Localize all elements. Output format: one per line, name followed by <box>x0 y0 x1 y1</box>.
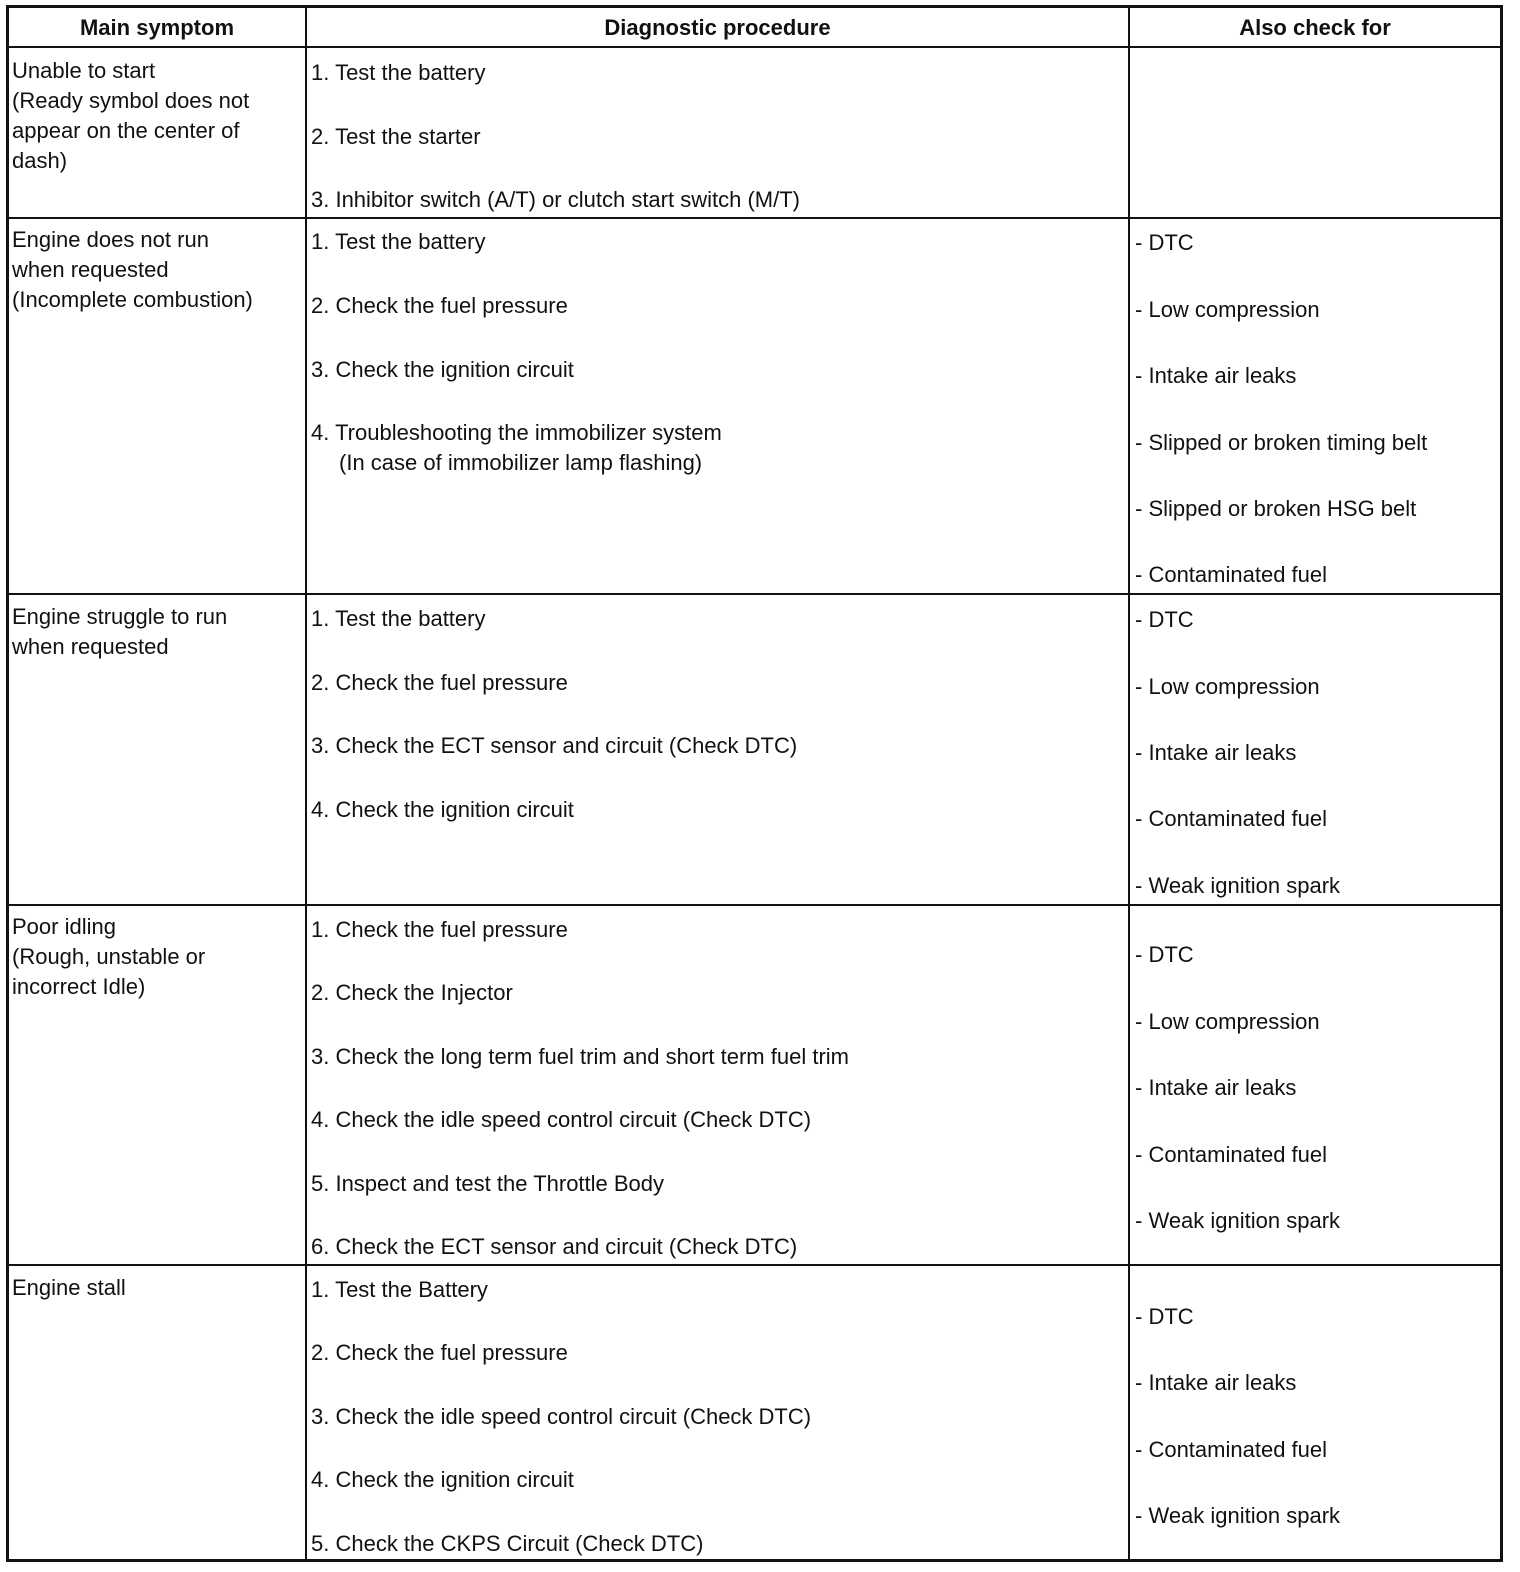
also-check-item: - Weak ignition spark <box>1135 873 1340 899</box>
procedure-step: 4. Check the idle speed control circuit (Check DTC) <box>311 1107 812 1132</box>
also-check-item: - DTC <box>1135 230 1194 256</box>
also-check-item: - Contaminated fuel <box>1135 806 1327 832</box>
header-diagnostic-procedure: Diagnostic procedure <box>604 15 831 40</box>
row-divider <box>9 46 1500 48</box>
procedure-step: 5. Check the CKPS Circuit (Check DTC) <box>311 1531 704 1556</box>
procedure-step: 1. Test the battery <box>311 229 486 254</box>
symptom-cell: Engine struggle to run when requested <box>12 604 228 659</box>
header-also-check-for: Also check for <box>1239 15 1391 40</box>
symptom-cell: Engine does not run when requested (Incomplete combustion) <box>12 227 253 312</box>
procedure-step: 4. Check the ignition circuit <box>311 797 574 822</box>
row-divider <box>9 217 1500 219</box>
also-check-item: - Intake air leaks <box>1135 1370 1296 1396</box>
also-check-item: - DTC <box>1135 942 1194 968</box>
procedure-step: 3. Check the long term fuel trim and short term fuel trim <box>311 1044 849 1069</box>
also-check-item: - Low compression <box>1135 1009 1320 1035</box>
also-check-item: - Contaminated fuel <box>1135 1437 1327 1463</box>
procedure-step: 2. Check the fuel pressure <box>311 1340 568 1365</box>
also-check-item: - Intake air leaks <box>1135 1075 1296 1101</box>
also-check-item: - Contaminated fuel <box>1135 1142 1327 1168</box>
diagnostic-table <box>6 5 1503 1562</box>
procedure-step: 1. Test the battery <box>311 60 486 85</box>
also-check-item: - Contaminated fuel <box>1135 562 1327 588</box>
procedure-step: 4. Check the ignition circuit <box>311 1467 574 1492</box>
row-divider <box>9 593 1500 595</box>
procedure-step: 1. Test the Battery <box>311 1277 488 1302</box>
also-check-item: - DTC <box>1135 1304 1194 1330</box>
procedure-step: 6. Check the ECT sensor and circuit (Check DTC) <box>311 1234 798 1259</box>
procedure-step: 5. Inspect and test the Throttle Body <box>311 1171 665 1196</box>
procedure-step: 2. Check the fuel pressure <box>311 670 568 695</box>
also-check-item: - Low compression <box>1135 674 1320 700</box>
symptom-cell: Unable to start (Ready symbol does not appear on the center of dash) <box>12 58 250 173</box>
row-divider <box>9 904 1500 906</box>
row-divider <box>9 1264 1500 1266</box>
symptom-cell: Engine stall <box>12 1275 126 1300</box>
procedure-step: 3. Check the ignition circuit <box>311 357 574 382</box>
column-divider <box>305 8 307 1559</box>
procedure-step: 2. Check the fuel pressure <box>311 293 568 318</box>
also-check-item: - Weak ignition spark <box>1135 1503 1340 1529</box>
procedure-step-note: (In case of immobilizer lamp flashing) <box>339 450 703 475</box>
also-check-item: - Low compression <box>1135 297 1320 323</box>
also-check-item: - DTC <box>1135 607 1194 633</box>
header-main-symptom: Main symptom <box>79 15 235 40</box>
also-check-item: - Weak ignition spark <box>1135 1208 1340 1234</box>
also-check-item: - Intake air leaks <box>1135 740 1296 766</box>
procedure-step: 3. Inhibitor switch (A/T) or clutch start switch (M/T) <box>311 187 800 212</box>
symptom-cell: Poor idling (Rough, unstable or incorrect Idle) <box>12 914 206 999</box>
procedure-step: 3. Check the idle speed control circuit (Check DTC) <box>311 1404 812 1429</box>
also-check-item: - Intake air leaks <box>1135 363 1296 389</box>
procedure-step: 1. Test the battery <box>311 606 486 631</box>
procedure-step: 3. Check the ECT sensor and circuit (Check DTC) <box>311 733 798 758</box>
procedure-step: 2. Test the starter <box>311 124 481 149</box>
column-divider <box>1128 8 1130 1559</box>
procedure-step: 1. Check the fuel pressure <box>311 917 568 942</box>
procedure-step: 4. Troubleshooting the immobilizer system <box>311 420 722 445</box>
procedure-step: 2. Check the Injector <box>311 980 513 1005</box>
also-check-item: - Slipped or broken timing belt <box>1135 430 1427 456</box>
also-check-item: - Slipped or broken HSG belt <box>1135 496 1416 522</box>
